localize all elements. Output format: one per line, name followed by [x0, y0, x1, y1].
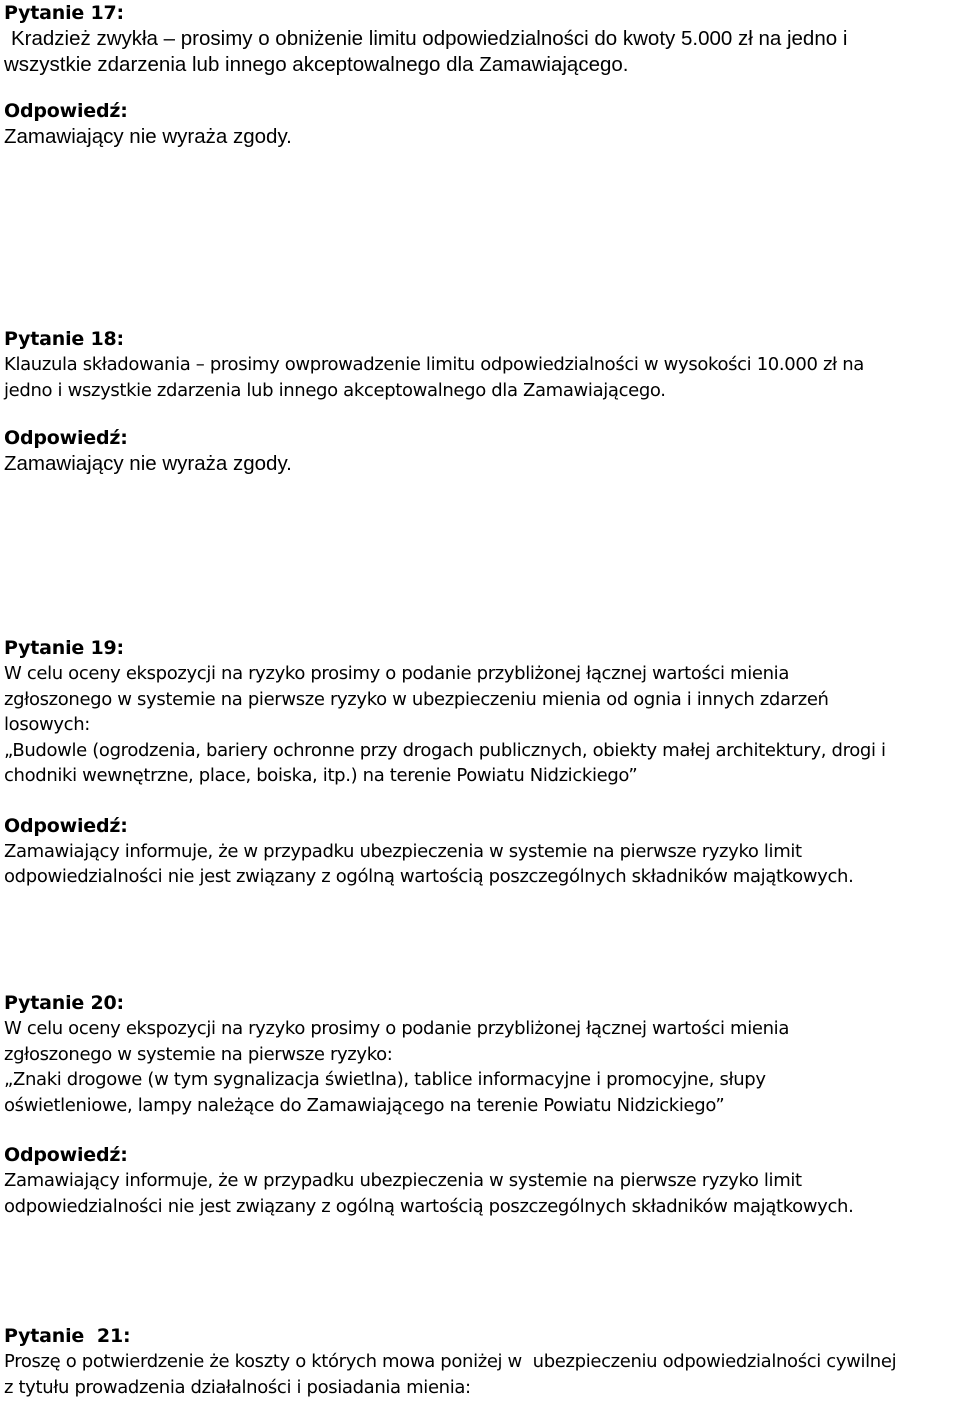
question-text-line: W celu oceny ekspozycji na ryzyko prosimy o podanie przybliżonej łącznej wartości mienia — [4, 663, 790, 684]
question-text-line: zgłoszonego w systemie na pierwsze ryzyko: — [4, 1043, 393, 1065]
question-title: Pytanie 19: — [4, 637, 124, 659]
answer-text-line: Zamawiający informuje, że w przypadku ubezpieczenia w systemie na pierwsze ryzyko limit — [4, 840, 802, 862]
question-text-line: „Budowle (ogrodzenia, bariery ochronne przy drogach publicznych, obiekty małej architektury, drogi i — [4, 739, 886, 761]
question-21 — [4, 1323, 958, 1400]
question-18 — [4, 326, 958, 477]
answer-text-line: Zamawiający informuje, że w przypadku ubezpieczenia w systemie na pierwsze ryzyko limit — [4, 1170, 802, 1191]
question-title: Pytanie 18: — [4, 328, 124, 350]
question-text-line: Proszę o potwierdzenie że koszty o których mowa poniżej w ubezpieczeniu odpowiedzialności cywilnej — [4, 1351, 897, 1372]
question-17 — [4, 0, 958, 150]
question-text-line: „Znaki drogowe (w tym sygnalizacja świetlna), tablice informacyjne i promocyjne, słupy — [4, 1069, 766, 1090]
question-text-line: W celu oceny ekspozycji na ryzyko prosimy o podanie przybliżonej łącznej wartości mienia — [4, 1018, 790, 1039]
question-title: Pytanie 20: — [4, 992, 124, 1014]
answer-title: Odpowiedź: — [4, 1144, 128, 1166]
question-19 — [4, 635, 958, 890]
question-text-line: zgłoszonego w systemie na pierwsze ryzyko w ubezpieczeniu mienia od ognia i innych zdarzeń — [4, 688, 829, 710]
answer-text-line: Zamawiający nie wyraża zgody. — [4, 452, 292, 475]
question-20 — [4, 990, 958, 1219]
question-title: Pytanie 21: — [4, 1325, 131, 1347]
question-text-line: z tytułu prowadzenia działalności i posiadania mienia: — [4, 1376, 471, 1398]
question-text-line: Klauzula składowania – prosimy owprowadzenie limitu odpowiedzialności w wysokości 10.000 zł na — [4, 354, 864, 375]
question-text-line: wszystkie zdarzenia lub innego akceptowalnego dla Zamawiającego. — [4, 52, 629, 76]
question-text-line: chodniki wewnętrzne, place, boiska, itp.) na terenie Powiatu Nidzickiego” — [4, 765, 638, 786]
question-text-line: jedno i wszystkie zdarzenia lub innego akceptowalnego dla Zamawiającego. — [4, 379, 666, 401]
answer-text-line: odpowiedzialności nie jest związany z ogólną wartością poszczególnych składników majątkowych. — [4, 1195, 854, 1217]
answer-text-line: odpowiedzialności nie jest związany z ogólną wartością poszczególnych składników majątkowych. — [4, 866, 854, 887]
question-text-line: oświetleniowe, lampy należące do Zamawiającego na terenie Powiatu Nidzickiego” — [4, 1094, 725, 1116]
answer-title: Odpowiedź: — [4, 100, 128, 122]
answer-text-line: Zamawiający nie wyraża zgody. — [4, 125, 292, 148]
answer-title: Odpowiedź: — [4, 814, 128, 837]
question-text-line: Kradzież zwykła – prosimy o obniżenie limitu odpowiedzialności do kwoty 5.000 zł na jedno i — [11, 27, 848, 50]
answer-title: Odpowiedź: — [4, 427, 128, 449]
question-text-line: losowych: — [4, 714, 90, 735]
question-title: Pytanie 17: — [4, 2, 124, 24]
